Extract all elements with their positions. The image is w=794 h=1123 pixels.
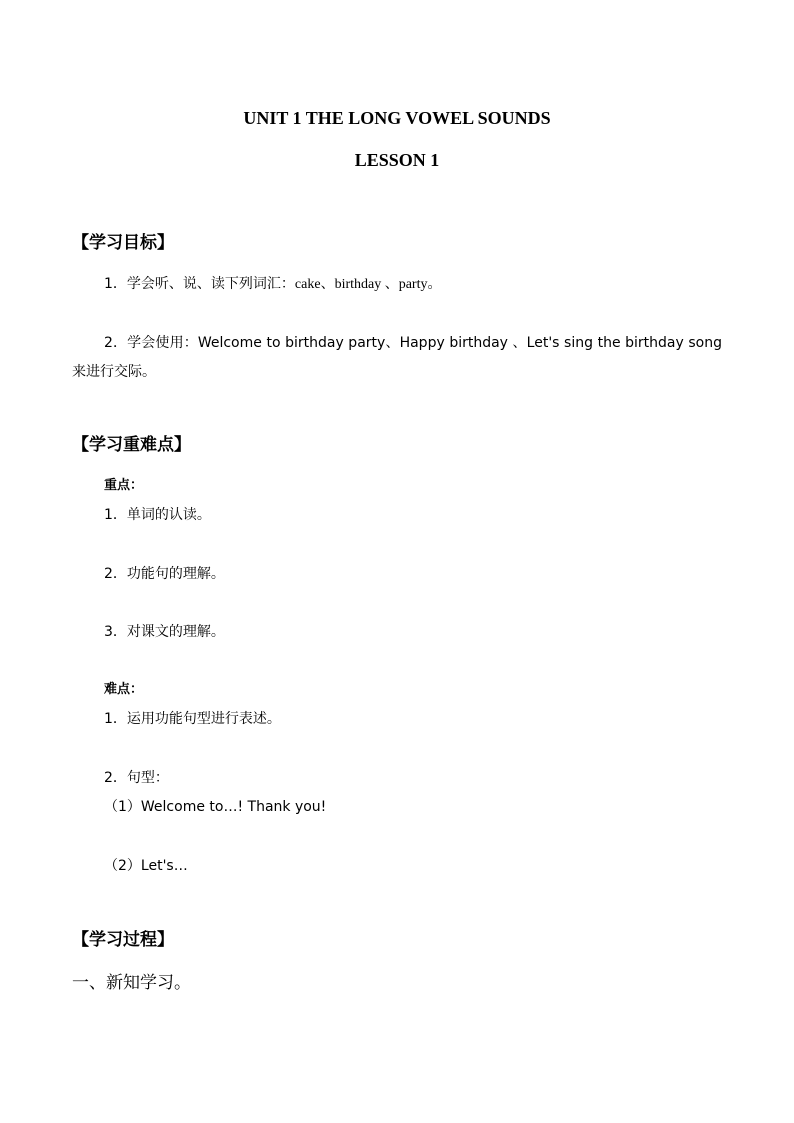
difficult-point-item: 2．句型： xyxy=(104,770,169,786)
section-new-knowledge: 一、新知学习。 xyxy=(72,973,191,993)
objective-item-1 xyxy=(104,277,441,292)
objective-item-1-suffix: 。 xyxy=(427,276,442,292)
objective-item-1-prefix: 1．学会听、说、读下列词汇： xyxy=(104,276,295,292)
key-point-item: 3．对课文的理解。 xyxy=(104,624,225,640)
key-points-label: 重点： xyxy=(104,478,144,493)
difficult-points-label: 难点： xyxy=(104,682,144,697)
sentence-pattern-item: （2）Let's… xyxy=(104,858,188,874)
objective-item-1-words: cake、birthday 、party xyxy=(294,277,428,292)
key-point-item: 1．单词的认读。 xyxy=(104,507,211,523)
process-heading: 【学习过程】 xyxy=(72,930,174,950)
lesson-subtitle: LESSON 1 xyxy=(354,150,440,170)
page-title: UNIT 1 THE LONG VOWEL SOUNDS xyxy=(243,108,551,128)
keypoints-heading: 【学习重难点】 xyxy=(72,435,191,455)
sentence-pattern-item: （1）Welcome to…! Thank you! xyxy=(104,799,327,815)
objective-item-2: 2．学会使用：Welcome to birthday party、Happy birthday 、Let's sing the birthday song 来进行交际。 xyxy=(72,335,722,380)
objectives-heading: 【学习目标】 xyxy=(72,233,174,253)
difficult-point-item: 1．运用功能句型进行表述。 xyxy=(104,711,281,727)
key-point-item: 2．功能句的理解。 xyxy=(104,566,225,582)
